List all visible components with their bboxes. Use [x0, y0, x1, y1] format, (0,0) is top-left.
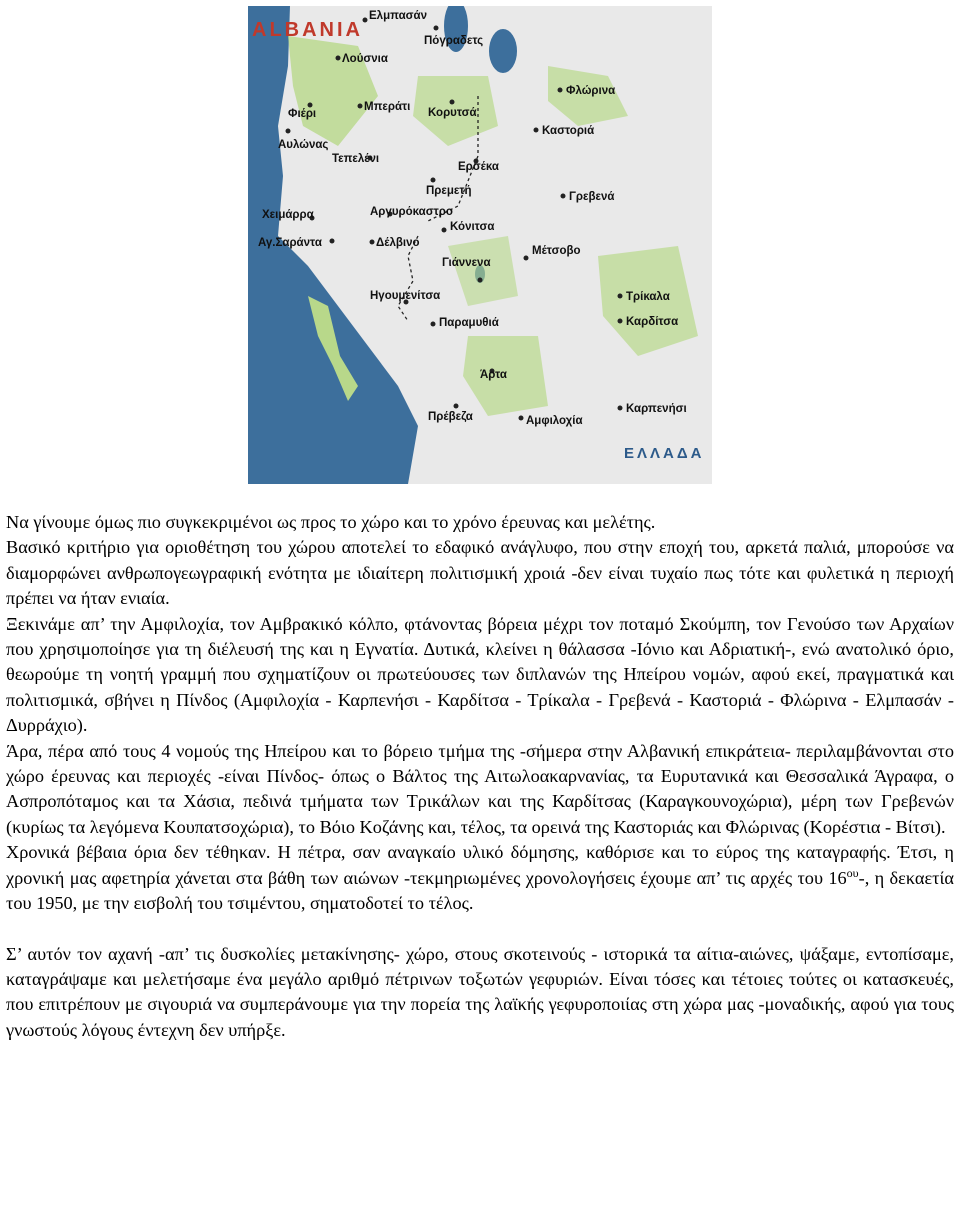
map-label: Φιέρι: [288, 108, 317, 120]
map-label: Αγ.Σαράντα: [258, 237, 322, 249]
paragraph: Άρα, πέρα από τους 4 νομούς της Ηπείρου και το βόρειο τμήμα της -σήμερα στην Αλβανική επικράτεια- περιλαμβάνονται στο χώρο έρευνας και περιοχές -είναι Πίνδος- όπως ο Βάλτος της Αιτωλοακαρνανίας, τα Ευρυτανικά και Θεσσαλικά Άγραφα, ο Ασπροπόταμος και τα Χάσια, πεδινά τμήματα των Τρικάλων και της Καρδίτσας (Καραγκουνοχώρια), μέρη των Γρεβενών (κυρίως τα λεγόμενα Κουπατσοχώρια), το Βόιο Κοζάνης και, τέλος, τα ορεινά της Καστοριάς και Φλώρινας (Κορέστια - Βίτσι).: [6, 740, 954, 837]
map-label: Μέτσοβο: [532, 245, 581, 257]
map-country-bottom: ΕΛΛΑΔΑ: [624, 445, 705, 462]
body-text: [6, 510, 954, 1043]
map-label: Χειμάρρα: [262, 209, 314, 221]
lowland-area: [448, 236, 518, 306]
paragraph: Να γίνουμε όμως πιο συγκεκριμένοι ως προς το χώρο και το χρόνο έρευνας και μελέτης.: [6, 512, 656, 532]
map-label: Καρδίτσα: [626, 316, 679, 328]
map-label: Αυλώνας: [278, 139, 329, 151]
map-label: Γρεβενά: [569, 191, 615, 203]
map-country-top: ALBANIA: [252, 19, 363, 41]
map-label: Ερσέκα: [458, 161, 499, 173]
map-label: Πρεμετή: [426, 185, 472, 197]
map-label: Πρέβεζα: [428, 411, 473, 423]
map-label: Πόγραδετς: [424, 35, 484, 47]
map-label: Κορυτσά: [428, 107, 477, 119]
paragraph: Ξεκινάμε απ’ την Αμφιλοχία, τον Αμβρακικό κόλπο, φτάνοντας βόρεια μέχρι τον ποταμό Σκούμπη, τον Γενούσο των Αρχαίων που χρησιμοποίησε για τη διέλευσή της και η Εγνατία. Δυτικά, κλείνει η θάλασσα -Ιόνιο και Αδριατική-, ενώ ανατολικό όριο, θεωρούμε τη νοητή γραμμή που σχηματίζουν οι πρωτεύουσες των διπλανών της Ηπείρου νομών, αφού εκεί, πραγματικά και πολιτισμικά, σβήνει η Πίνδος (Αμφιλοχία - Καρπενήσι - Καρδίτσα - Τρίκαλα - Γρεβενά - Καστοριά - Φλώρινα - Ελμπασάν - Δυρράχιο).: [6, 613, 954, 736]
map-label: Φλώρινα: [566, 85, 616, 97]
map-label: Παραμυθιά: [439, 317, 499, 329]
map-label: Ηγουμενίτσα: [370, 290, 441, 302]
map-label: Αμφιλοχία: [526, 415, 583, 427]
lake-prespa: [489, 29, 517, 73]
superscript: ου: [846, 865, 859, 880]
map-label: Αργυρόκαστρο: [370, 206, 453, 218]
map-label: Ελμπασάν: [369, 10, 427, 22]
paragraph: Βασικό κριτήριο για οριοθέτηση του χώρου αποτελεί το εδαφικό ανάγλυφο, που στην εποχή του, αρκετά παλιά, μπορούσε να διαμορφώνει ανθρωπογεωγραφική ενότητα με ιδιαίτερη πολιτισμική χροιά -δεν είναι τυχαίο πως τότε και φυλετικά η περιοχή πρέπει να ήταν ενιαία.: [6, 537, 954, 609]
paragraph: [6, 840, 954, 916]
map-label: Τρίκαλα: [626, 291, 670, 303]
map-svg: [248, 6, 712, 484]
map-label: Κόνιτσα: [450, 221, 495, 233]
map-label: Λούσνια: [342, 53, 388, 65]
map-label: Γιάννενα: [442, 257, 491, 269]
map-label: Τεπελένι: [332, 153, 380, 165]
spacer: [6, 917, 954, 942]
region-map: [248, 6, 712, 484]
map-label: Καρπενήσι: [626, 403, 687, 415]
map-label: Άρτα: [480, 369, 507, 381]
map-label: Μπεράτι: [364, 101, 411, 113]
paragraph-text: Χρονικά βέβαια όρια δεν τέθηκαν. Η πέτρα, σαν αναγκαίο υλικό δόμησης, καθόρισε και το εύρος της καταγραφής. Έτσι, η χρονική μας αφετηρία χάνεται στα βάθη των αιώνων -τεκμηριωμένες χρονολογήσεις έχουμε απ’ τις αρχές του 16: [6, 842, 954, 888]
paragraph-text: -, η δεκαετία του 1950, με την εισβολή του τσιμέντου, σηματοδοτεί το τέλος.: [6, 867, 954, 914]
paragraph: Σ’ αυτόν τον αχανή -απ’ τις δυσκολίες μετακίνησης- χώρο, στους σκοτεινούς - ιστορικά τα αίτια-αιώνες, ψάξαμε, εντοπίσαμε, καταγράψαμε και μελετήσαμε ένα μεγάλο αριθμό πέτρινων τοξωτών γεφυριών. Είναι τόσες και τέτοιες τούτες οι κατασκευές, που επιτρέπουν με σιγουριά να συμπεράνουμε για την πορεία της λαϊκής γεφυροποιίας στη χώρα μας -μοναδικής, αφού για τους γνωστούς λόγους έντεχνη δεν υπήρξε.: [6, 943, 954, 1040]
map-label: Καστοριά: [542, 125, 595, 137]
map-label: Δέλβινο: [376, 237, 420, 249]
